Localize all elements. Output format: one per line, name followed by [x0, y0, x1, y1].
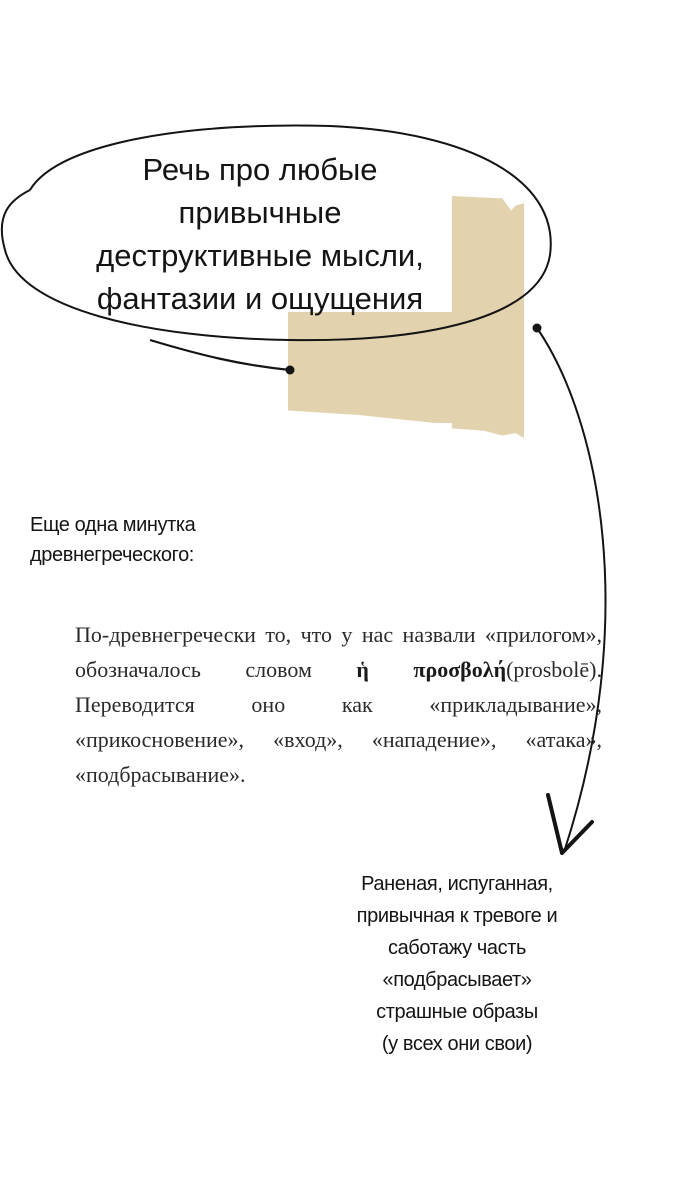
conclusion-note	[312, 868, 602, 1060]
headline-line: фантазии и ощущения	[96, 281, 424, 316]
conclusion-note-line: Раненая, испуганная,	[361, 873, 553, 895]
conclusion-note-line: саботажу часть	[387, 937, 526, 959]
quote-text-after: (prosbolē). Переводится оно как «прикладывание», «прикосновение», «вход», «нападение», «атака», «подбрасывание».	[75, 657, 602, 787]
conclusion-note-line: привычная к тревоге и	[356, 905, 558, 927]
intro-note-line: Еще одна минутка	[30, 514, 196, 536]
conclusion-note-line: страшные образы	[376, 1001, 538, 1023]
intro-note-line: древнегреческого:	[30, 544, 194, 566]
headline-line: привычные	[178, 195, 342, 230]
quote-greek-word: ἡ προσβολή	[356, 657, 507, 682]
book-quote	[75, 617, 602, 792]
conclusion-note-line: (у всех они свои)	[381, 1033, 533, 1055]
quote-text-before: По-древнегречески то, что у нас назвали «прилогом», обозначалось словом	[75, 622, 602, 682]
headline-line: Речь про любые	[142, 152, 378, 187]
oval-tail-line	[150, 340, 290, 370]
arrow-head	[548, 795, 592, 853]
intro-note	[30, 510, 195, 570]
headline	[40, 148, 480, 320]
headline-line: деструктивные мысли,	[96, 238, 424, 273]
oval-tail-dot	[286, 366, 295, 375]
conclusion-note-line: «подбрасывает»	[382, 969, 532, 991]
